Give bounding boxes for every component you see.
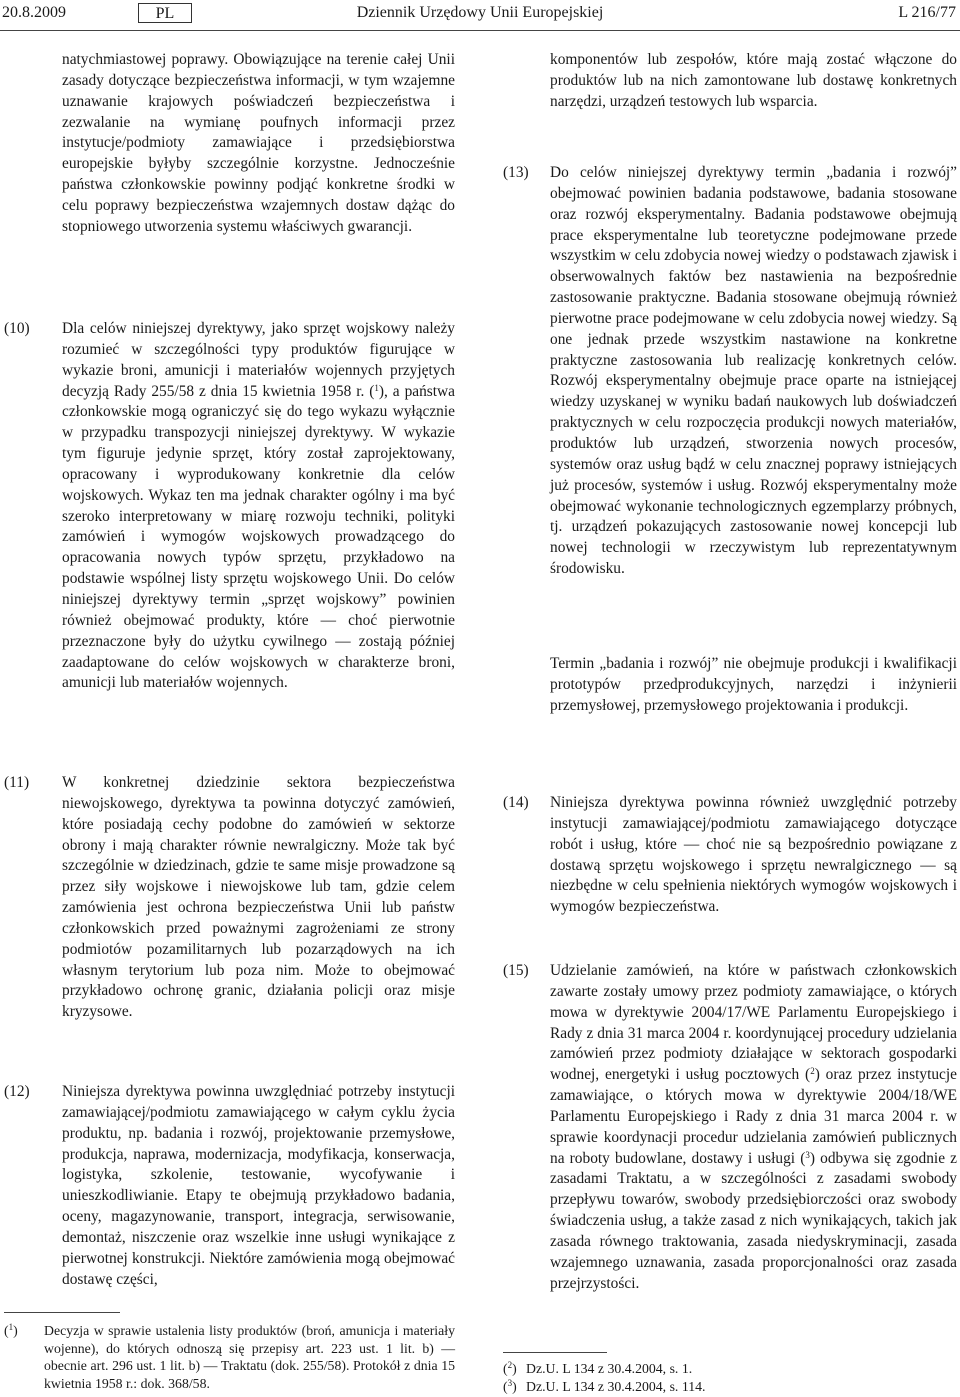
page-reference: L 216/77 [898, 4, 956, 21]
footnote-3-mark: ($^3$) [503, 1378, 517, 1394]
footnote-rule-right [503, 1352, 607, 1353]
recital-14-text: Niniejsza dyrektywa powinna również uwzględnić potrzeby instytucji zamawiającej/podmiotu zamawiającego dotyczące robót i usług, które — choć nie są bezpośrednio powiązane z dostawą sprzętu wojskowego i sprzętu newralgicznego — są niezbędne w celu spełnienia niektórych wymogów wojskowych i wymogów bezpieczeństwa. [550, 794, 957, 916]
footnote-1-mark: ($^1$) [4, 1322, 18, 1338]
footnote-2: Dz.U. L 134 z 30.4.2004, s. 1. [526, 1361, 693, 1376]
footnote-rule-left [4, 1312, 120, 1313]
language-badge: PL [138, 3, 192, 23]
footnote-1: Decyzja w sprawie ustalenia listy produktów (broń, amunicja i materiały wojenne), do których odnoszą się przepisy art. 223 ust. 1 lit. b) — obecnie art. 296 ust. 1 lit. b) — Traktatu (dok. 255/58). Protokół z dnia 15 kwietnia 1958 r.: dok. 368/58. [44, 1323, 455, 1391]
footnote-ref-1[interactable]: 1 [374, 382, 379, 393]
recital-10-text: Dla celów niniejszej dyrektywy, jako sprzęt wojskowy należy rozumieć w szczególności typy produktów figurujące w wykazie broni, amunicji i materiałów wojennych przyjętych decyzją Rady 255/58 z dnia 15 kwietnia 1958 r. ($^1$), a państwa członkowskie mogą ograniczyć się do tego wykazu wyłącznie w przypadku transpozycji niniejszej dyrektywy. W wykazie tym figuruje jedynie sprzęt, który został zaprojektowany, opracowany i wyprodukowany konkretnie dla celów wojskowych. Wykaz ten ma jednak charakter ogólny i ma być szeroko interpretowany w miarę rozwoju techniki, polityki zamówień i wymogów wojskowych prowadzącego do opracowania nowych typów sprzętu, przykładowo na podstawie wspólnej listy sprzętu wojskowego Unii. Do celów niniejszej dyrektywy termin „sprzęt wojskowy” powinien również obejmować produkty, które — choć pierwotnie przeznaczone były do użytku cywilnego — zostają później zaadaptowane do celów wojskowych w charakterze broni, amunicji lub materiałów wojennych. [62, 320, 455, 692]
recital-11-number: (11) [4, 774, 30, 791]
footnote-3: Dz.U. L 134 z 30.4.2004, s. 114. [526, 1379, 706, 1394]
recital-11-text: W konkretnej dziedzinie sektora bezpieczeństwa niewojskowego, dyrektywa ta powinna dotyczyć zamówień, które posiadają cechy podobne do zamówień w sektorze obrony i mają charakter równie newralgiczny. Może tak być szczególnie w dziedzinach, gdzie te same misje prowadzone są przez siły wojskowe i niewojskowe lub tam, gdzie celem zamówienia jest ochrona bezpieczeństwa Unii lub państw członkowskich przed poważnymi zagrożeniami ze strony podmiotów pozamilitarnych lub pozarządowych na ich własnym terytorium lub poza nim. Może to obejmować przykładowo ochronę granic, działania policji oraz misje kryzysowe. [62, 774, 455, 1021]
recital-14-number: (14) [503, 794, 529, 811]
journal-title: Dziennik Urzędowy Unii Europejskiej [356, 4, 604, 21]
recital-15-text: Udzielanie zamówień, na które w państwach członkowskich zawarte zostały umowy przez podmioty zamawiające, o których mowa w dyrektywie 2004/17/WE Parlamentu Europejskiego i Rady z dnia 31 marca 2004 r. koordynującej procedury udzielania zamówień przez podmioty działające w sektorach gospodarki wodnej, energetyki i usług pocztowych ($^2$) oraz przez instytucje zamawiające, o których mowa w dyrektywie 2004/18/WE Parlamentu Europejskiego i Rady z dnia 31 marca 2004 r. w sprawie koordynacji procedur udzielania zamówień publicznych na roboty budowlane, dostawy i usługi ($^3$) odbywa się zgodnie z zasadami Traktatu, a w szczególności z zasadami swobody przepływu towarów, swobody przedsiębiorczości oraz swobody świadczenia usług, a także zasad z nich wynikających, takich jak zasada równego traktowania, zasada niedyskryminacji, zasada wzajemnego uznawania, zasada proporcjonalności oraz zasada przejrzystości. [550, 962, 958, 1292]
footnote-ref-3[interactable]: 3 [805, 1149, 810, 1160]
recital-12-text: Niniejsza dyrektywa powinna uwzględniać potrzeby instytucji zamawiającej/podmiotu zamawiającego w całym cyklu życia produktu, np. badania i rozwój, projektowanie przemysłowe, produkcja, naprawa, modernizacja, modyfikacja, konserwacja, logistyka, szkolenie, testowanie, wycofywanie i unieszkodliwianie. Etapy te obejmują przykładowo badania, oceny, magazynowanie, transport, integracja, serwisowanie, demontaż, niszczenie oraz wszelkie inne usługi wynikające z pierwotnej konstrukcji. Niektóre zamówienia mogą obejmować dostawę części, [62, 1083, 455, 1288]
recital-13-number: (13) [503, 164, 529, 181]
recital-9-continuation: natychmiastowej poprawy. Obowiązujące na terenie całej Unii zasady dotyczące bezpieczeństwa informacji, w tym wzajemne uznawanie krajowych poświadczeń bezpieczeństwa i zezwalanie na wymianę poufnych informacji przez instytucje/podmioty zamawiające i przedsiębiorstwa europejskie byłyby szczególnie korzystne. Jednocześnie państwa członkowskie powinny podjąć konkretne środki w celu poprawy bezpieczeństwa wzajemnych dostaw dążąc do stopniowego utworzenia systemu właściwych gwarancji. [62, 51, 455, 235]
footnote-2-mark: ($^2$) [503, 1360, 517, 1376]
recital-13-note: Termin „badania i rozwój” nie obejmuje produkcji i kwalifikacji prototypów przedprodukcyjnych, narzędzi i inżynierii przemysłowej, przemysłowego projektowania i produkcji. [550, 655, 957, 714]
publication-date: 20.8.2009 [2, 4, 66, 21]
recital-12-number: (12) [4, 1083, 30, 1100]
recital-10-number: (10) [4, 320, 30, 337]
footnote-ref-2[interactable]: 2 [810, 1066, 815, 1077]
page-header [0, 0, 960, 30]
header-rule [0, 30, 960, 31]
recital-15-number: (15) [503, 962, 529, 979]
recital-13-text: Do celów niniejszej dyrektywy termin „badania i rozwój” obejmować powinien badania podstawowe, badania stosowane oraz rozwój eksperymentalny. Badania podstawowe obejmują prace eksperymentalne lub teoretyczne podejmowane przede wszystkim w celu zdobycia nowej wiedzy o podstawach zjawisk i obserwowalnych faktów bez nastawienia na bezpośrednie zastosowanie praktyczne. Badania stosowane obejmują również pierwotne prace podejmowane w celu zdobycia nowej wiedzy. Są one jednak przede wszystkim nastawione na konkretne praktyczne zastosowania lub realizację konkretnych celów. Rozwój eksperymentalny obejmuje prace oparte na istniejącej wiedzy uzyskanej w wyniku badań naukowych lub doświadczeń praktycznych w celu rozpoczęcia produkcji nowych materiałów, produktów lub urządzeń, stworzenia nowych procesów, systemów oraz usług bądź w celu znacznej poprawy istniejących już procesów, systemów i usług. Rozwój eksperymentalny może obejmować wykonanie technologicznych egzemplarzy próbnych, tj. urządzeń pokazujących zastosowanie nowej koncepcji lub nowej technologii w rzeczywistym lub reprezentatywnym środowisku. [550, 164, 957, 578]
recital-12-continuation: komponentów lub zespołów, które mają zostać włączone do produktów lub na nich zamontowane lub dostawę konkretnych narzędzi, urządzeń testowych lub wsparcia. [550, 51, 957, 110]
